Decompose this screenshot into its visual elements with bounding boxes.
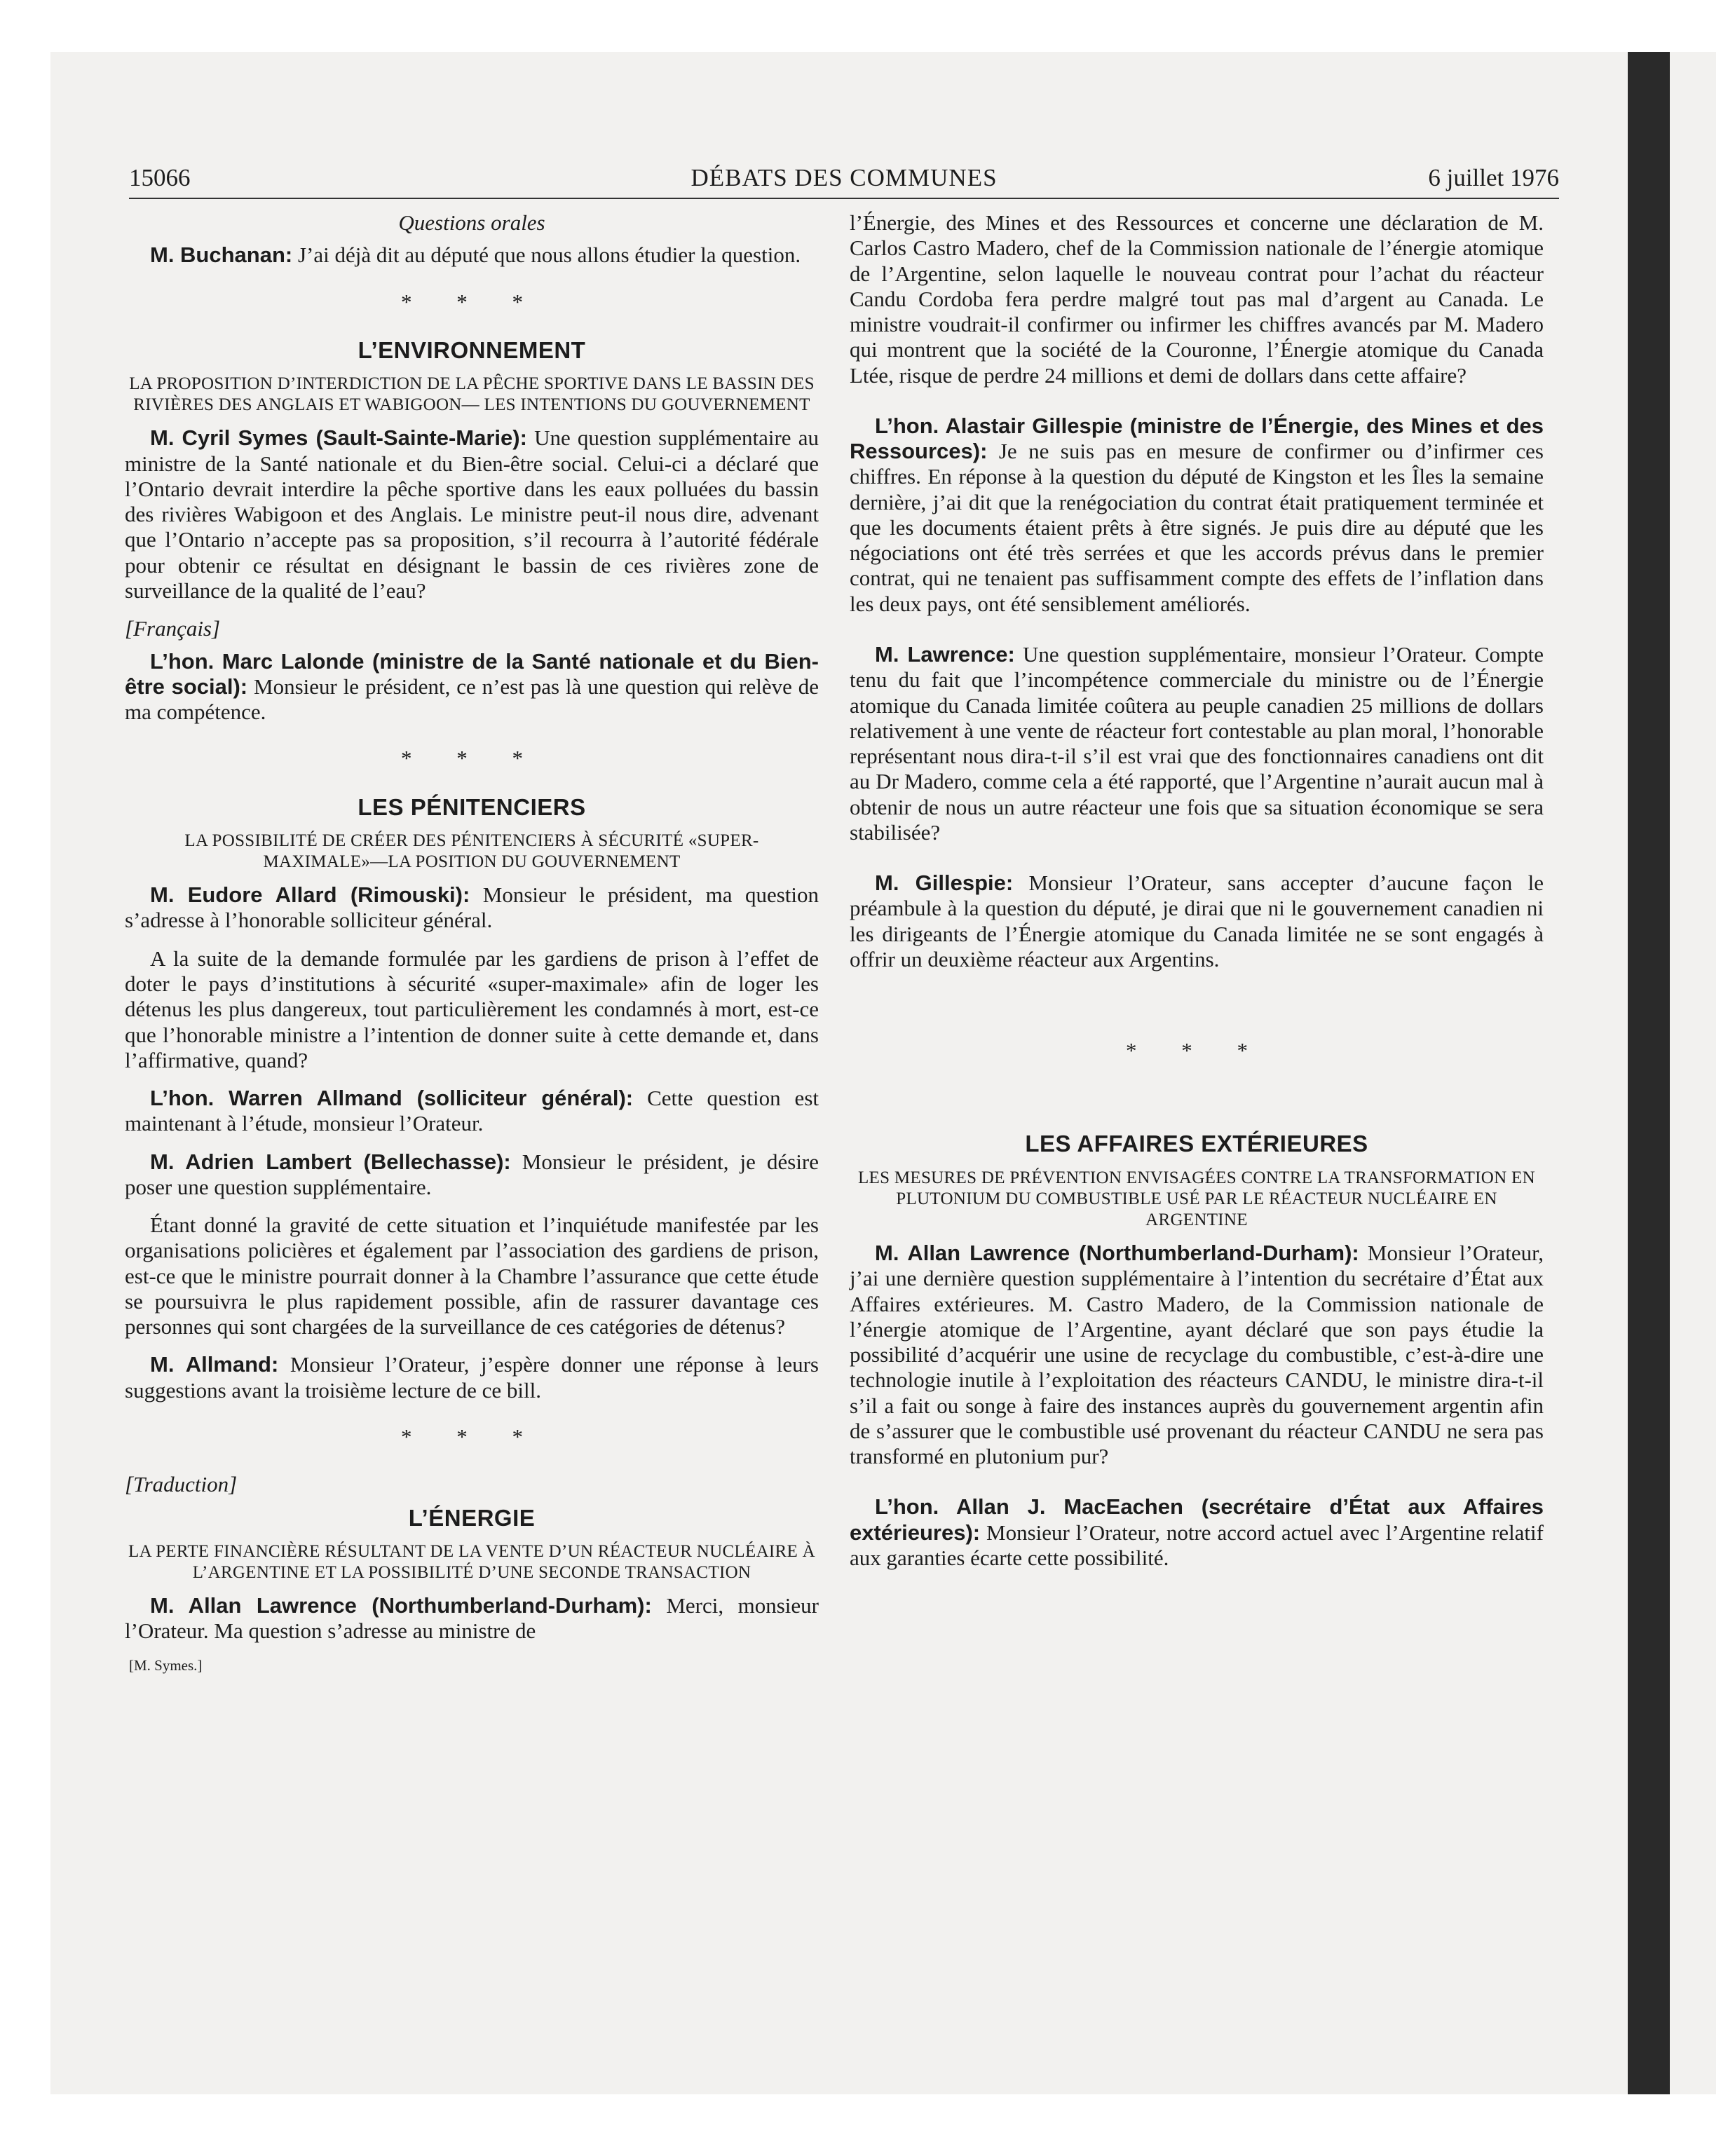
section-subheading: LES MESURES DE PRÉVENTION ENVISAGÉES CONTRE LA TRANSFORMATION EN PLUTONIUM DU COMBUSTIBLE USÉ PAR LE RÉACTEUR NUCLÉAIRE EN ARGENTINE xyxy=(857,1168,1535,1230)
speaker-name: M. Allmand: xyxy=(150,1352,279,1377)
paragraph-allard-continued: A la suite de la demande formulée par les gardiens de prison à l’effet de doter le pays d’institutions à sécurité «super-maximale» afin de loger les détenus les plus dangereux, tout particulièrement les condamnés à mort, est-ce que l’honorable ministre a l’intention de donner suite à cette demande et, dans l’affirmative, quand? xyxy=(125,946,819,1072)
speaker-name: L’hon. Allan J. MacEachen (secrétaire d’État aux Affaires extérieures): xyxy=(850,1494,1544,1545)
paragraph-lambert-continued: Étant donné la gravité de cette situation et l’inquiétude manifestée par les organisations policières et également par l’association des gardiens de prison, est-ce que le ministre pourrait donner à la Chambre l’assurance que cette étude se poursuivra le plus rapidement possible, afin de rassurer davantage ces personnes qui sont chargées de la surveillance de ces catégories de détenus? xyxy=(125,1213,819,1339)
paragraph-lawrence-3 xyxy=(850,1241,1544,1469)
page-number: 15066 xyxy=(129,164,191,191)
language-note: [Français] xyxy=(125,616,221,641)
speaker-name: M. Gillespie: xyxy=(875,871,1014,896)
paragraph-lambert xyxy=(125,1149,819,1201)
speaker-name: M. Adrien Lambert (Bellechasse): xyxy=(150,1149,511,1174)
section-heading-external-affairs: LES AFFAIRES EXTÉRIEURES xyxy=(1025,1131,1368,1157)
speech-text: Monsieur le président, ce n’est pas là une question qui relève de ma compétence. xyxy=(125,674,819,725)
section-heading-penitentiaries: LES PÉNITENCIERS xyxy=(358,793,586,820)
scan-edge-shadow xyxy=(1628,52,1670,2094)
speaker-name: M. Buchanan: xyxy=(150,243,293,268)
section-heading-environment: L’ENVIRONNEMENT xyxy=(358,336,586,363)
speech-text: Une question supplémentaire au ministre de la Santé nationale et du Bien-être social. Celui-ci a déclaré que l’Ontario devrait interdire la pêche sportive dans les eaux polluées du bassin des rivières Wabigoon et des Anglais. Le ministre peut-il nous dire, advenant que l’Ontario n’accepte pas sa proposition, s’il recourra à l’autorité fédérale pour obtenir ce résultat en désignant le bassin de ces rivières zone de surveillance de la qualité de l’eau? xyxy=(125,425,819,603)
issue-date: 6 juillet 1976 xyxy=(1428,164,1559,191)
speaker-name: L’hon. Warren Allmand (solliciteur général): xyxy=(150,1086,634,1111)
speech-text: Monsieur l’Orateur, notre accord actuel avec l’Argentine relatif aux garanties écarte cette possibilité. xyxy=(850,1520,1544,1570)
speech-text: Cette question est maintenant à l’étude, monsieur l’Orateur. xyxy=(125,1086,819,1136)
paragraph-gillespie-2 xyxy=(850,871,1544,972)
paragraph-allmand xyxy=(125,1086,819,1137)
paragraph-lawrence xyxy=(125,1593,819,1644)
left-column xyxy=(125,210,819,1674)
journal-title: DÉBATS DES COMMUNES xyxy=(690,164,998,191)
section-subheading: LA PROPOSITION D’INTERDICTION DE LA PÊCHE SPORTIVE DANS LE BASSIN DES RIVIÈRES DES ANGLAIS ET WABIGOON— LES INTENTIONS DU GOUVERNEMENT xyxy=(129,374,815,415)
section-separator: * * * xyxy=(1126,1038,1267,1063)
speech-text: Merci, monsieur l’Orateur. Ma question s’adresse au ministre de xyxy=(125,1593,819,1644)
paragraph-lalonde xyxy=(125,649,819,725)
speaker-name: L’hon. Alastair Gillespie (ministre de l’Énergie, des Mines et des Ressources): xyxy=(850,413,1544,464)
speaker-name: L’hon. Marc Lalonde (ministre de la Santé nationale et du Bien-être social): xyxy=(125,648,819,699)
paragraph-maceachen xyxy=(850,1494,1544,1571)
spacer xyxy=(850,1086,1544,1131)
paragraph-lawrence-continued: l’Énergie, des Mines et des Ressources et concerne une déclaration de M. Carlos Castro Madero, chef de la Commission nationale de l’énergie atomique de l’Argentine, selon laquelle le nouveau contrat pour l’achat du réacteur Candu Cordoba fera perdre malgré tout pas mal d’argent au Canada. Le ministre voudrait-il confirmer ou infirmer les chiffres avancés par M. Madero qui montrent que la société de la Couronne, l’Énergie atomique du Canada Ltée, risque de perdre 24 millions et demi de dollars dans cette affaire? xyxy=(850,210,1544,388)
speech-text: Une question supplémentaire, monsieur l’Orateur. Compte tenu du fait que l’incompétence commerciale du ministre ou de l’Énergie atomique du Canada limitée coûtera au peuple canadien 25 millions de dollars relativement à une vente de réacteur fort contestable au plan moral, l’honorable représentant nous dira-t-il s’il est vrai que des fonctionnaires canadiens ont dit au Dr Madero, comme cela a été rapporté, que l’Argentine n’aurait aucun mal à obtenir de nous un autre réacteur une fois que sa situation économique se sera stabilisée? xyxy=(850,641,1544,845)
speaker-name: M. Allan Lawrence (Northumberland-Durham): xyxy=(875,1241,1359,1266)
speech-text: Monsieur l’Orateur, j’espère donner une réponse à leurs suggestions avant la troisième lecture de ce bill. xyxy=(125,1352,819,1403)
speaker-name: M. Allan Lawrence (Northumberland-Durham): xyxy=(150,1593,652,1618)
speaker-name: M. Lawrence: xyxy=(875,641,1015,667)
section-heading-energy: L’ÉNERGIE xyxy=(408,1504,536,1531)
speech-text: J’ai déjà dit au député que nous allons étudier la question. xyxy=(292,243,801,268)
right-column xyxy=(850,210,1544,1583)
section-separator: * * * xyxy=(401,1424,543,1449)
spacer xyxy=(850,858,1544,871)
spacer xyxy=(850,629,1544,642)
section-label: Questions orales xyxy=(398,210,545,235)
section-subheading: LA POSSIBILITÉ DE CRÉER DES PÉNITENCIERS À SÉCURITÉ «SUPER-MAXIMALE»—LA POSITION DU GOUVERNEMENT xyxy=(184,831,759,872)
paragraph-allmand-2 xyxy=(125,1352,819,1403)
paragraph-lawrence-2 xyxy=(850,642,1544,845)
speech-text: Je ne suis pas en mesure de confirmer ou d’infirmer ces chiffres. En réponse à la question du député de Kingston et les Îles la semaine dernière, j’ai dit que la renégociation du contrat était pratiquement terminée et que les documents étaient prêts à être signés. Je puis dire au député que les négociations ont été très serrées et que les accords prévus dans le premier contrat, qui ne tenaient pas suffisamment compte des effets de l’inflation dans les deux pays, ont été sensiblement améliorés. xyxy=(850,439,1544,616)
section-separator: * * * xyxy=(401,289,543,314)
spacer xyxy=(850,1482,1544,1494)
section-separator: * * * xyxy=(401,746,543,771)
speech-text: Monsieur l’Orateur, j’ai une dernière question supplémentaire à l’intention du secrétaire d’État aux Affaires extérieures. M. Castro Madero, de la Commission nationale de l’énergie atomique de l’Argentine, ayant déclaré que son pays étudie la possibilité d’acquérir une usine de recyclage du combustible, c’est-à-dire une technologie inutile à l’exploitation des réacteurs CANDU, le ministre dira-t-il s’il a fait ou songe à faire des instances auprès du gouvernement argentin afin de s’assurer que le combustible usé provenant du réacteur CANDU ne sera pas transformé en plutonium pur? xyxy=(850,1241,1544,1469)
paragraph-gillespie xyxy=(850,414,1544,617)
paragraph-symes xyxy=(125,425,819,603)
speaker-footnote: [M. Symes.] xyxy=(129,1656,203,1674)
speech-text: Monsieur le président, je désire poser une question supplémentaire. xyxy=(125,1149,819,1199)
running-header xyxy=(129,163,1559,199)
speaker-name: M. Cyril Symes (Sault-Sainte-Marie): xyxy=(150,425,527,451)
spacer xyxy=(850,401,1544,414)
speech-text: Monsieur l’Orateur, sans accepter d’aucune façon le préambule à la question du député, je dirai que ni le gouvernement canadien ni les dirigeants de l’Énergie atomique du Canada limitée ne se sont engagés à offrir un deuxième réacteur aux Argentins. xyxy=(850,871,1544,971)
speech-text: Monsieur le président, ma question s’adresse à l’honorable solliciteur général. xyxy=(125,882,819,933)
spacer xyxy=(850,985,1544,1017)
section-subheading: LA PERTE FINANCIÈRE RÉSULTANT DE LA VENTE D’UN RÉACTEUR NUCLÉAIRE À L’ARGENTINE ET LA POSSIBILITÉ D’UNE SECONDE TRANSACTION xyxy=(128,1542,815,1583)
paragraph-buchanan xyxy=(125,243,819,268)
paragraph-allard xyxy=(125,882,819,934)
language-note: [Traduction] xyxy=(125,1472,238,1497)
speaker-name: M. Eudore Allard (Rimouski): xyxy=(150,882,470,908)
